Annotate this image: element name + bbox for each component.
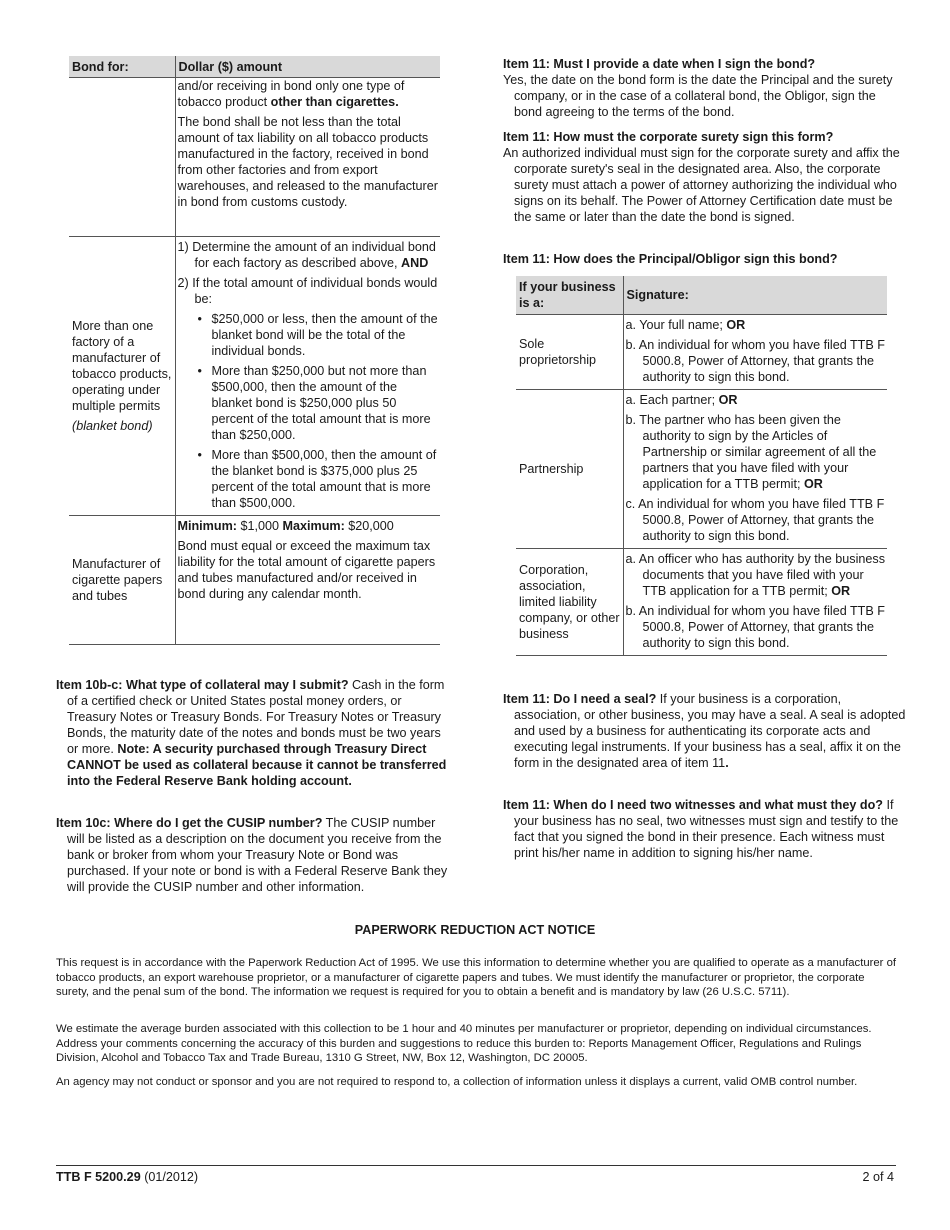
min-value: $1,000: [236, 519, 283, 533]
row1-paragraph: The bond shall be not less than the total amount of tax liability on all tobacco products manufactured in the factory, received in bond from other factories and from export warehouses, and released to the manufacturer in bond from customs custody.: [177, 115, 438, 209]
max-value: $20,000: [344, 519, 394, 533]
row2-label-italic: (blanket bond): [72, 419, 153, 433]
business-type: Partnership: [516, 390, 623, 549]
business-type: Sole proprietorship: [516, 315, 623, 390]
signature-table-header: [516, 276, 887, 315]
business-type: Corporation, association, limited liability company, or other business: [516, 549, 623, 656]
pra-title: PAPERWORK REDUCTION ACT NOTICE: [354, 923, 596, 937]
bullet-icon: •: [197, 448, 202, 462]
item-11-corporate-surety: Item 11: How must the corporate surety sign this form? An authorized individual must sign for the corporate surety and affix the corporate surety's seal in the designated area. Also, the corporate surety must attach a power of attorney authorizing the individual who signs on its behalf. The Power of Attorney Certification date must be the same or later than the date the bond is signed.: [503, 130, 900, 224]
footer-divider: [56, 1165, 896, 1166]
pra-paragraph-1: This request is in accordance with the Paperwork Reduction Act of 1995. We use this information to determine whether you are qualified to operate as a manufacturer of tobacco products, an export warehouse proprietor, or a manufacturer of cigarette papers and tubes. We must identify the manufacturer or proprietor, the corporate surety, and the penal sum of the bond. The information we request is required for you to obtain a benefit and is mandatory by law (26 U.S.C. 5711).: [56, 957, 896, 998]
list-item: • More than $500,000, then the amount of the blanket bond is $375,000 plus 25 percent of the total amount that is more than $500,000.: [197, 448, 437, 510]
item-11-witnesses: Item 11: When do I need two witnesses and what must they do? If your business has no seal, two witnesses must sign and testify to the fact that you signed the bond in their presence. Each witness must print his/her name in addition to signing his/her name.: [503, 798, 899, 860]
header-signature: Signature:: [623, 276, 887, 315]
item-10bc: Item 10b-c: What type of collateral may I submit? Cash in the form of a certified check or United States postal money orders, or Treasury Notes or Treasury Bonds. For Treasury Notes or Treasury Bonds, the maturity date of the notes and bonds must be two years or more. Note: A security purchased through Treasury Direct CANNOT be used as collateral because it cannot be transferred into the Federal Reserve Bank holding account.: [56, 678, 447, 788]
bullet-icon: •: [197, 364, 202, 378]
form-identifier: TTB F 5200.29 (01/2012): [56, 1170, 199, 1184]
item-11-principal: Item 11: How does the Principal/Obligor sign this bond?: [503, 252, 838, 266]
min-label: Minimum:: [177, 519, 237, 533]
table-row: [69, 237, 440, 516]
step2-text: 2) If the total amount of individual bonds would be:: [177, 276, 438, 306]
table-row: [69, 78, 440, 237]
header-bond-for: Bond for:: [69, 56, 175, 78]
item-10c: Item 10c: Where do I get the CUSIP number? The CUSIP number will be listed as a description on the document you receive from the bank or broker from whom your Treasury Note or Bond was purchased. If your note or bond is with a Federal Reserve Bank they will provide the CUSIP number and other information.: [56, 816, 448, 894]
bond-table-header: [69, 56, 440, 78]
list-item: • $250,000 or less, then the amount of the blanket bond will be the total of the individual bonds.: [197, 312, 438, 358]
item-11-date: Item 11: Must I provide a date when I sign the bond? Yes, the date on the bond form is the date the Principal and the surety company, or in the case of a collateral bond, the Obligor, sign the bond agreeing to the terms of the bond.: [503, 57, 893, 119]
table-row: [69, 516, 440, 645]
list-item: • More than $250,000 but not more than $500,000, then the amount of the blanket bond is $250,000 plus 50 percent of the total amount that is more than $250,000.: [197, 364, 431, 442]
pra-paragraph-3: An agency may not conduct or sponsor and you are not required to respond to, a collection of information unless it displays a current, valid OMB control number.: [56, 1076, 858, 1088]
header-business-type: If your business is a:: [516, 276, 623, 315]
step1-bold: AND: [401, 256, 429, 270]
table-row: Sole proprietorship a. Your full name; OR b. An individual for whom you have filed TTB F 5000.8, Power of Attorney, that grants the authority to sign this bond.: [516, 315, 887, 390]
item-11-seal: Item 11: Do I need a seal? If your business is a corporation, association, or other business, you may have a seal. A seal is adopted and used by a business for authenticating its corporate acts and executing legal instruments. If your business has a seal, affix it on the form in the designated area of item 11.: [503, 692, 906, 770]
max-label: Maximum:: [282, 519, 345, 533]
row3-paragraph: Bond must equal or exceed the maximum tax liability for the total amount of cigarette papers and tubes manufactured and/or received in bond during any calendar month.: [177, 539, 436, 601]
table-row: Partnership a. Each partner; OR b. The partner who has been given the authority to sign by the Articles of Partnership or similar agreement of all the partners that you have filed with your application for a TTB permit; OR c. An individual for whom you have filed TTB F 5000.8, Power of Attorney, that grants the authority to sign this bond.: [516, 390, 887, 549]
row1-bold-text: other than cigarettes.: [270, 95, 399, 109]
pra-paragraph-2: We estimate the average burden associated with this collection to be 1 hour and 40 minutes per manufacturer or proprietor, depending on individual circumstances. Address your comments concerning the accuracy of this burden and suggestions to reduce this burden to: Reports Management Officer, Regulations and Rulings Division, Alcohol and Tobacco Tax and Trade Bureau, 1310 G Street, NW, Box 12, Washington, DC 20005.: [56, 1023, 872, 1064]
bond-amount-table: [69, 56, 440, 645]
row2-label: More than one factory of a manufacturer of tobacco products, operating under multiple permits: [72, 319, 172, 413]
row3-label: Manufacturer of cigarette papers and tubes: [69, 516, 175, 645]
page-number: 2 of 4: [862, 1170, 894, 1184]
signature-table: [516, 276, 887, 656]
row1-text: and/or receiving in bond only one type of tobacco product: [177, 79, 405, 109]
table-row: Corporation, association, limited liability company, or other business a. An officer who has authority by the business documents that you have filed with your TTB application for a TTB permit; OR b. An individual for whom you have filed TTB F 5000.8, Power of Attorney, that grants the authority to sign this bond.: [516, 549, 887, 656]
step1-text: 1) Determine the amount of an individual bond for each factory as described above,: [177, 240, 436, 270]
bullet-icon: •: [197, 312, 202, 326]
header-dollar-amount: Dollar ($) amount: [175, 56, 440, 78]
